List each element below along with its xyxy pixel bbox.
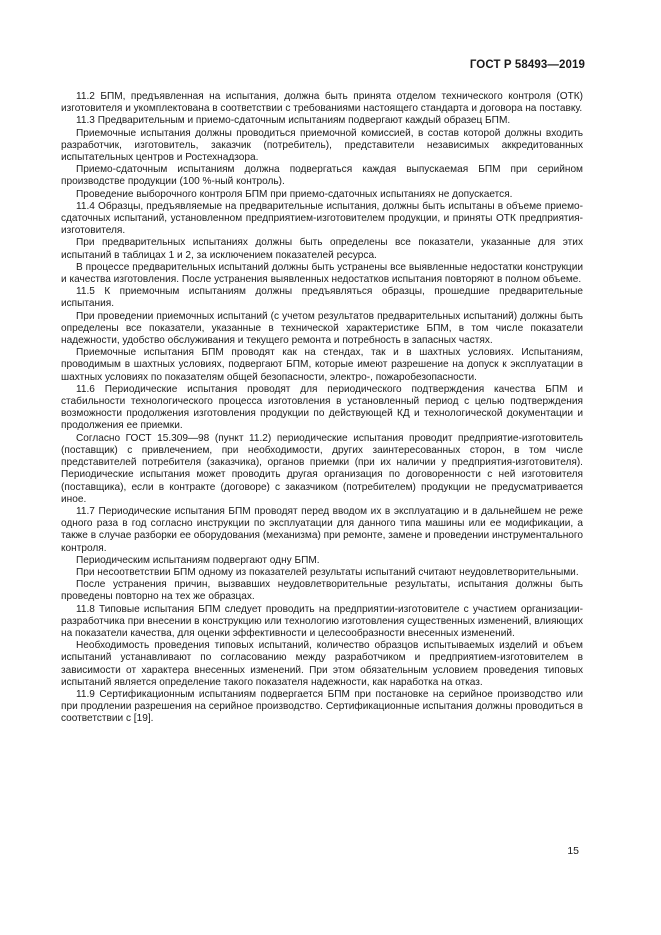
paragraph: При проведении приемочных испытаний (с учетом результатов предварительных испытаний) должны быть определены все показатели, указанные в технической характеристике БПМ, в том числе показатели надежности, удобство обслуживания и текущего ремонта и потребность в запасных частях.: [61, 310, 583, 347]
paragraph: В процессе предварительных испытаний должны быть устранены все выявленные недостатки конструкции и качества изготовления. После устранения выявленных недостатков испытания повторяют в полном объеме.: [61, 261, 583, 286]
paragraph: После устранения причин, вызвавших неудовлетворительные результаты, испытания должны быть проведены повторно на тех же образцах.: [61, 579, 583, 603]
paragraph: Приемочные испытания должны проводиться приемочной комиссией, в состав которой должны входить разработчик, изготовитель, заказчик (потребитель), представители независимых аккредитованных испытательных центров и Ростехнадзора.: [61, 127, 583, 164]
paragraph-11-2: 11.2 БПМ, предъявленная на испытания, должна быть принята отделом технического контроля (ОТК) изготовителя и укомплектована в соответствии с требованиями настоящего стандарта и договора на поставку.: [61, 91, 583, 115]
paragraph-11-7: 11.7 Периодические испытания БПМ проводят перед вводом их в эксплуатацию и в дальнейшем не реже одного раза в год согласно инструкции по эксплуатации для данного типа машины или ее модификации, а также в случае разборки ее оборудования (механизма) при ремонте, замене и проведении инструментального контроля.: [61, 505, 583, 554]
paragraph: Согласно ГОСТ 15.309—98 (пункт 11.2) периодические испытания проводит предприятие-изготовитель (поставщик) с привлечением, при необходимости, других заинтересованных сторон, в том числе представителей потребителя (заказчика), органов приемки (при их наличии у предприятия-изготовителя). Периодические испытания может проводить другая организация по договоренности с ней изготовителя (поставщика), если в контракте (договоре) с заказчиком (потребителем) продукции не предусматривается иное.: [61, 432, 583, 505]
paragraph: Приемочные испытания БПМ проводят как на стендах, так и в шахтных условиях. Испытаниям, проводимым в шахтных условиях, подвергают БПМ, которые имеют разрешение на допуск к эксплуатации в шахтных условиях по показателям общей безопасности, электро-, пожаробезопасности.: [61, 347, 583, 383]
paragraph: При предварительных испытаниях должны быть определены все показатели, указанные для этих испытаний в таблицах 1 и 2, за исключением показателей ресурса.: [61, 237, 583, 261]
paragraph: При несоответствии БПМ одному из показателей результаты испытаний считают неудовлетворительными.: [76, 566, 579, 578]
paragraph-11-9: 11.9 Сертификационным испытаниям подвергается БПМ при постановке на серийное производство или при продлении разрешения на серийное производство. Сертификационные испытания должны проводиться в соответствии с [19].: [61, 688, 583, 725]
document-body: [61, 91, 583, 726]
paragraph-11-8: 11.8 Типовые испытания БПМ следует проводить на предприятии-изготовителе с участием организации-разработчика при внесении в конструкцию или технологию изготовления существенных изменений, влияющих на показатели качества, для оценки эффективности и целесообразности внесенных изменений.: [61, 603, 583, 639]
paragraph-11-5: 11.5 К приемочным испытаниям должны предъявляться образцы, прошедшие предварительные испытания.: [61, 286, 583, 310]
paragraph: Периодическим испытаниям подвергают одну БПМ.: [76, 554, 320, 566]
standard-header: ГОСТ Р 58493—2019: [469, 59, 585, 71]
paragraph-11-4: 11.4 Образцы, предъявляемые на предварительные испытания, должны быть испытаны в объеме приемо-сдаточных испытаний, установленном предприятием-изготовителем продукции, и приняты ОТК предприятия-изготовителя.: [61, 200, 583, 237]
paragraph: Необходимость проведения типовых испытаний, количество образцов испытываемых изделий и объем испытаний устанавливают по согласованию между разработчиком и предприятием-изготовителем в зависимости от характера внесенных изменений. При этом обязательным условием проведения типовых испытаний является определение такого показателя надежности, как наработка на отказ.: [61, 640, 583, 688]
paragraph: Проведение выборочного контроля БПМ при приемо-сдаточных испытаниях не допускается.: [76, 188, 513, 200]
page-number: 15: [567, 845, 579, 857]
paragraph: Приемо-сдаточным испытаниям должна подвергаться каждая выпускаемая БПМ при серийном производстве продукции (100 %-ный контроль).: [61, 164, 583, 188]
paragraph-11-6: 11.6 Периодические испытания проводят для периодического подтверждения качества БПМ и стабильности технологического процесса изготовления в установленный период с целью подтверждения возможности продолжения изготовления продукции по действующей КД и технологической документации и продолжения ее приемки.: [61, 383, 583, 432]
paragraph-11-3: 11.3 Предварительным и приемо-сдаточным испытаниям подвергают каждый образец БПМ.: [76, 115, 511, 127]
